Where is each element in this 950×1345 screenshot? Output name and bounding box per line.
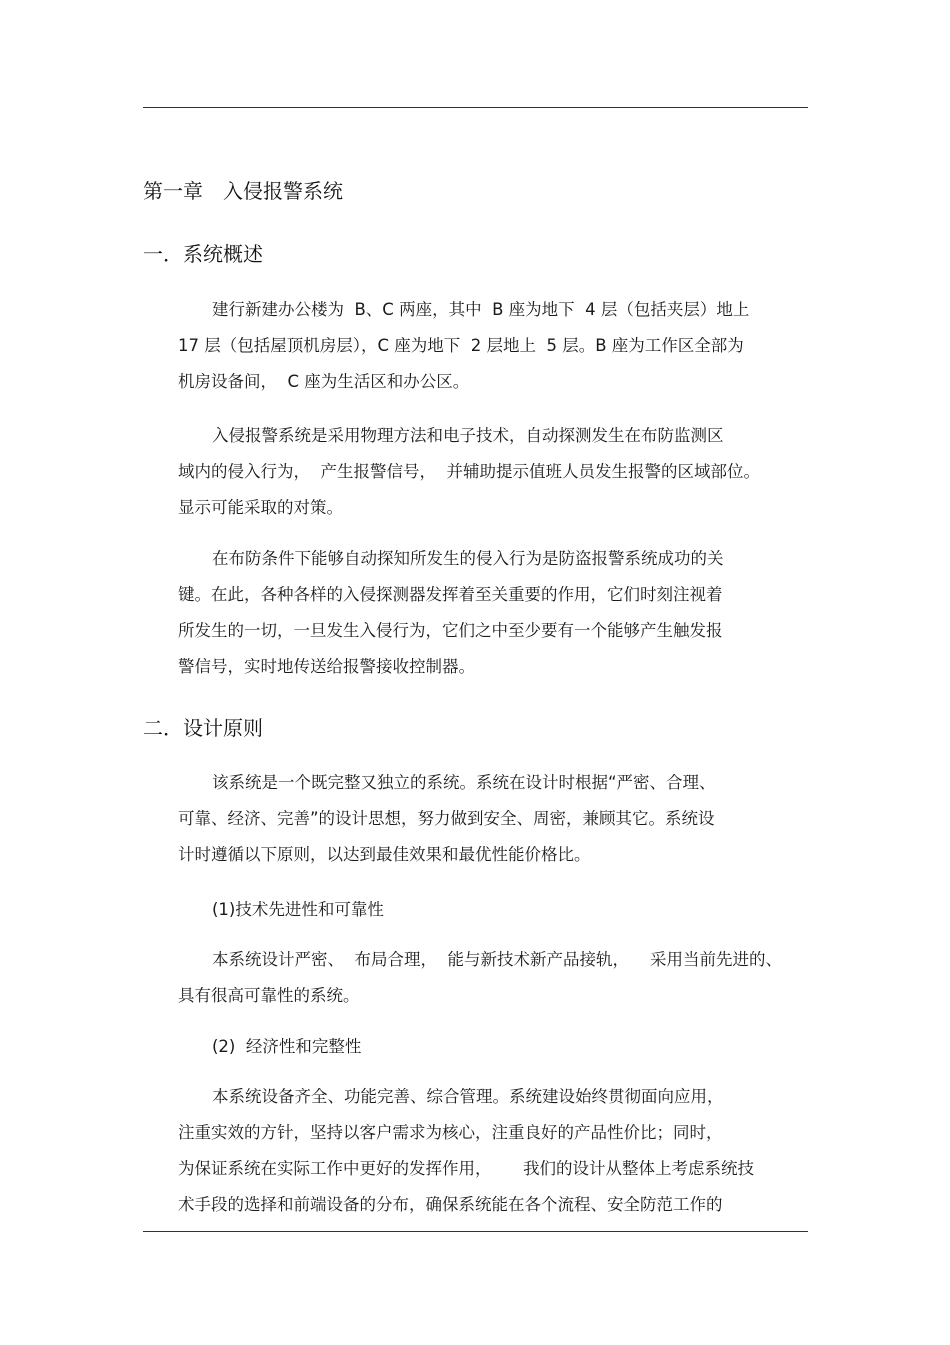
paragraph-economy-completeness (178, 1079, 808, 1223)
paragraph-line: 显示可能采取的对策。 (178, 498, 343, 517)
paragraph-line: 警信号，实时地传送给报警接收控制器。 (178, 657, 475, 676)
paragraph-line: 可靠、经济、完善”的设计思想，努力做到安全、周密，兼顾其它。系统设 (178, 809, 715, 828)
chapter-title: 第一章 入侵报警系统 (143, 179, 343, 203)
paragraph-line: 注重实效的方针，坚持以客户需求为核心，注重良好的产品性价比；同时， (178, 1123, 723, 1142)
paragraph-line: 机房设备间， C 座为生活区和办公区。 (178, 372, 470, 391)
paragraph-line: 为保证系统在实际工作中更好的发挥作用， 我们的设计从整体上考虑系统技 (178, 1159, 754, 1178)
subheading-text: (1)技术先进性和可靠性 (212, 900, 384, 919)
paragraph-line: 17 层（包括屋顶机房层），C 座为地下 2 层地上 5 层。B 座为工作区全部为 (178, 336, 744, 355)
paragraph-line: 域内的侵入行为， 产生报警信号， 并辅助提示值班人员发生报警的区域部位。 (178, 462, 760, 481)
paragraph-system-definition (178, 418, 808, 526)
paragraph-advanced-reliable (178, 942, 808, 1014)
section-heading-design-principles: 二．设计原则 (143, 716, 263, 740)
paragraph-line: 在布防条件下能够自动探知所发生的侵入行为是防盗报警系统成功的关 (212, 549, 724, 568)
paragraph-line: 术手段的选择和前端设备的分布，确保系统能在各个流程、安全防范工作的 (178, 1195, 723, 1214)
section-heading-overview: 一．系统概述 (143, 242, 263, 266)
header-rule (143, 107, 808, 108)
paragraph-line: 该系统是一个既完整又独立的系统。系统在设计时根据“严密、合理、 (212, 773, 716, 792)
paragraph-building-intro (178, 292, 808, 400)
paragraph-detector-role (178, 541, 808, 685)
subheading-advanced-reliable (178, 892, 808, 928)
paragraph-line: 计时遵循以下原则，以达到最佳效果和最优性能价格比。 (178, 845, 591, 864)
paragraph-design-intro (178, 765, 808, 873)
paragraph-line: 建行新建办公楼为 B、C 两座，其中 B 座为地下 4 层（包括夹层）地上 (212, 300, 750, 319)
paragraph-line: 具有很高可靠性的系统。 (178, 986, 360, 1005)
subheading-economy-completeness (178, 1029, 808, 1065)
paragraph-line: 入侵报警系统是采用物理方法和电子技术，自动探测发生在布防监测区 (212, 426, 724, 445)
paragraph-line: 本系统设备齐全、功能完善、综合管理。系统建设始终贯彻面向应用， (212, 1087, 724, 1106)
paragraph-line: 所发生的一切，一旦发生入侵行为，它们之中至少要有一个能够产生触发报 (178, 621, 723, 640)
subheading-text: (2) 经济性和完整性 (212, 1037, 362, 1056)
paragraph-line: 键。在此，各种各样的入侵探测器发挥着至关重要的作用，它们时刻注视着 (178, 585, 723, 604)
paragraph-line: 本系统设计严密、 布局合理， 能与新技术新产品接轨， 采用当前先进的、 (212, 950, 782, 969)
footer-rule (143, 1231, 808, 1232)
